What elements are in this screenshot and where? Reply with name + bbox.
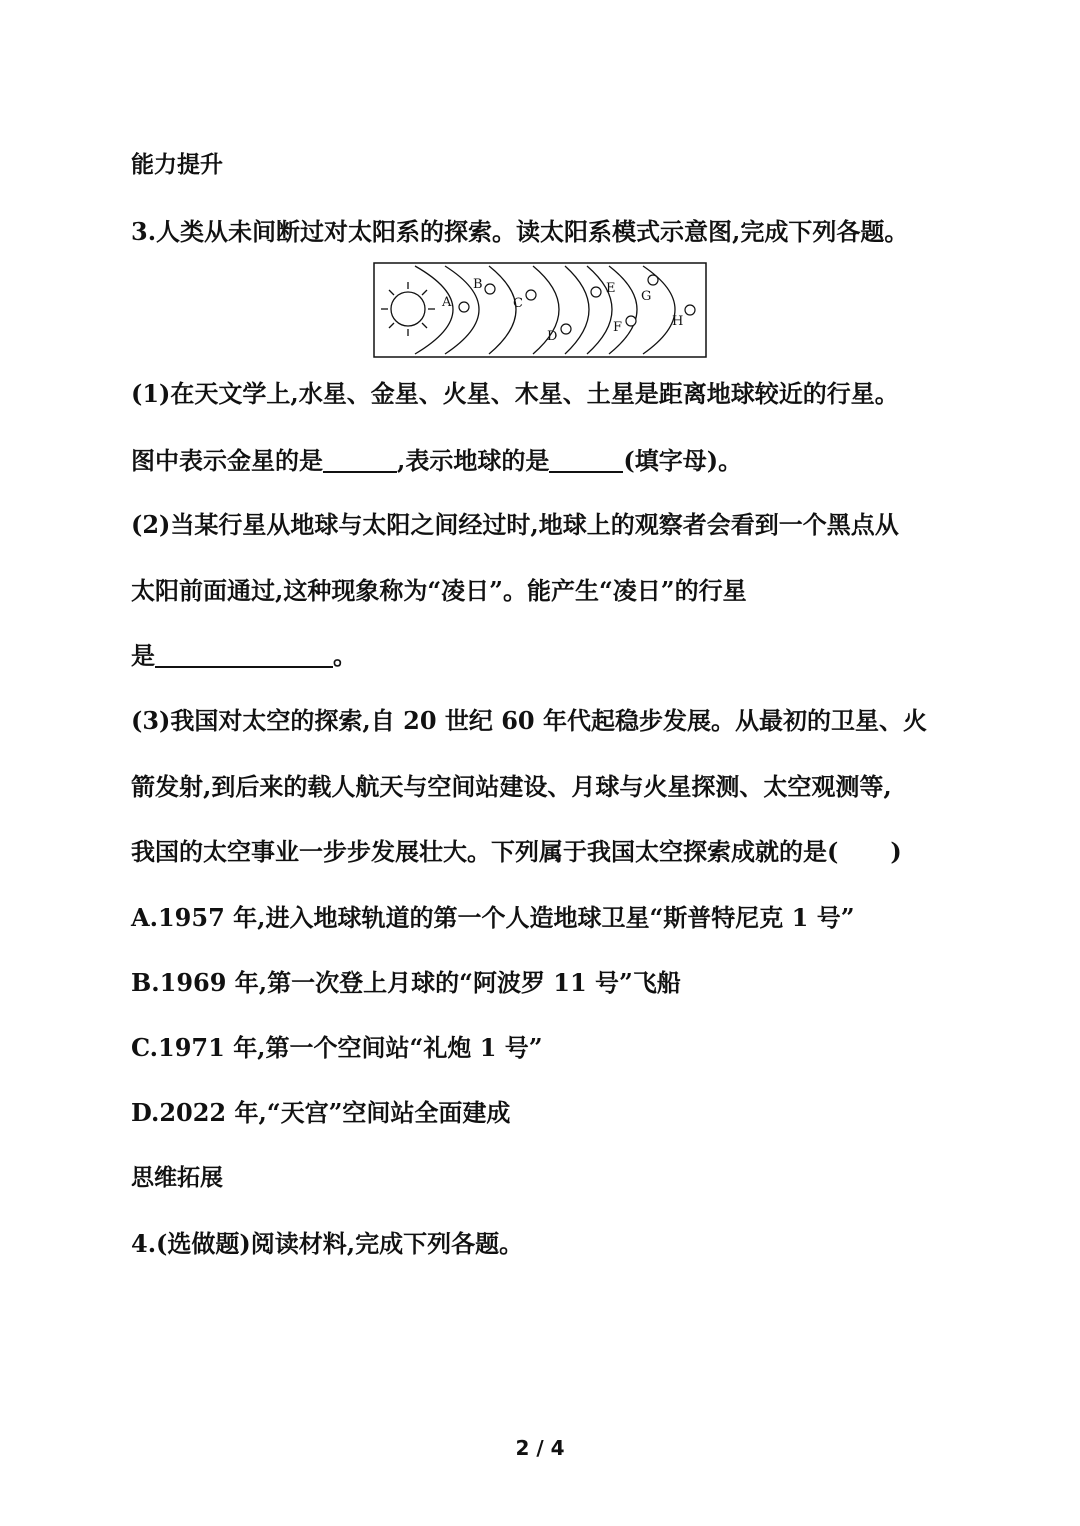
planet-d	[561, 324, 571, 334]
planet-label-h: H	[672, 314, 684, 329]
q3-part2-line2: 太阳前面通过,这种现象称为“凌日”。能产生“凌日”的行星	[131, 576, 747, 605]
planet-e	[591, 287, 601, 297]
planet-f	[626, 316, 636, 326]
planet-b	[485, 284, 495, 294]
planet-h	[685, 305, 695, 315]
q3-part2-prefix: 是	[131, 641, 155, 670]
q4-stem: 4.(选做题)阅读材料,完成下列各题。	[131, 1229, 524, 1258]
q3-part2-suffix: 。	[333, 641, 357, 670]
planet-c	[526, 290, 536, 300]
q3-part1-text-c: (填字母)。	[623, 446, 743, 475]
option-b: B.1969 年,第一次登上月球的“阿波罗 11 号”飞船	[131, 968, 681, 997]
q3-part3-line1: (3)我国对太空的探索,自 20 世纪 60 年代起稳步发展。从最初的卫星、火	[131, 706, 927, 735]
answer-blank-transit[interactable]	[155, 640, 333, 668]
q3-part3-line3	[131, 837, 902, 867]
option-a: A.1957 年,进入地球轨道的第一个人造地球卫星“斯普特尼克 1 号”	[131, 903, 855, 932]
answer-blank-earth[interactable]	[549, 445, 623, 473]
q3-part1-text-b: ,表示地球的是	[397, 446, 550, 475]
q3-stem: 3.人类从未间断过对太阳系的探索。读太阳系模式示意图,完成下列各题。	[131, 217, 909, 246]
planet-a	[459, 302, 469, 312]
q3-part2-line3	[131, 640, 357, 671]
option-c: C.1971 年,第一个空间站“礼炮 1 号”	[131, 1033, 543, 1062]
page-number: 2 / 4	[515, 1436, 565, 1460]
planet-g	[648, 275, 658, 285]
planet-label-a: A	[442, 295, 452, 310]
q3-part3-line2: 箭发射,到后来的载人航天与空间站建设、月球与火星探测、太空观测等,	[131, 772, 892, 801]
planet-label-b: B	[473, 277, 483, 292]
planet-label-d: D	[547, 329, 558, 344]
section-title-thinking: 思维拓展	[131, 1165, 223, 1191]
q3-part1-text-a: 图中表示金星的是	[131, 446, 323, 475]
answer-blank-venus[interactable]	[323, 445, 397, 473]
section-title-ability: 能力提升	[131, 152, 223, 178]
q3-part3-close-paren: )	[890, 837, 902, 866]
q3-part1-line2	[131, 445, 742, 476]
planet-label-g: G	[641, 289, 652, 304]
option-d: D.2022 年,“天宫”空间站全面建成	[131, 1098, 511, 1127]
planet-label-c: C	[513, 296, 523, 311]
planet-label-e: E	[606, 281, 616, 296]
q3-part2-line1: (2)当某行星从地球与太阳之间经过时,地球上的观察者会看到一个黑点从	[131, 510, 899, 539]
solar-system-diagram	[373, 262, 707, 358]
planet-label-f: F	[613, 320, 623, 335]
q3-part1-line1: (1)在天文学上,水星、金星、火星、木星、土星是距离地球较近的行星。	[131, 379, 899, 408]
q3-part3-question: 我国的太空事业一步步发展壮大。下列属于我国太空探索成就的是(	[131, 837, 839, 866]
